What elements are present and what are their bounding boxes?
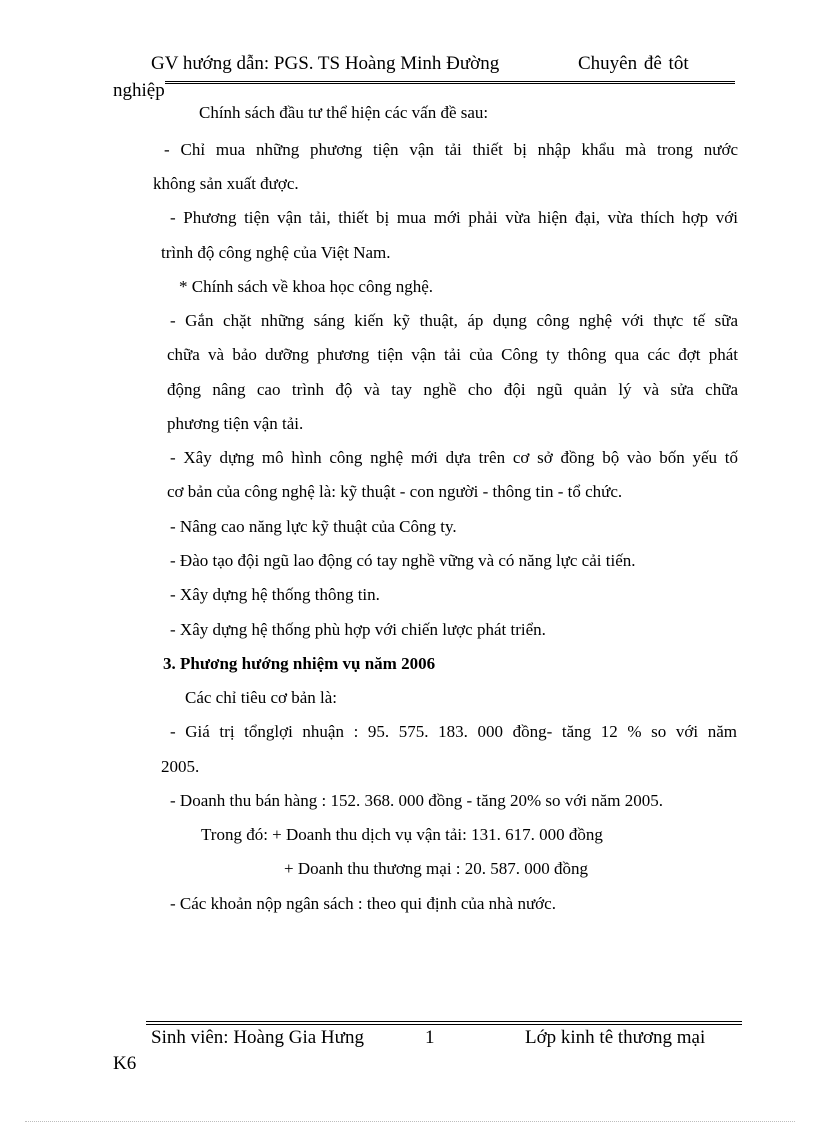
paragraph-line: - Giá trị tổnglợi nhuận : 95. 575. 183. 000 đồng- tăng 12 % so với năm	[170, 722, 737, 741]
header-rule	[165, 81, 735, 84]
paragraph-line: không sản xuất được.	[153, 174, 299, 193]
footer-student: Sinh viên: Hoàng Gia Hưng	[151, 1027, 364, 1048]
footer-class-wrap: K6	[113, 1053, 137, 1074]
section-heading: 3. Phương hướng nhiệm vụ năm 2006	[163, 654, 436, 673]
page-edge-dotted-line	[25, 1121, 795, 1122]
paragraph-line: + Doanh thu thương mại : 20. 587. 000 đồng	[284, 859, 589, 878]
paragraph-line: - Xây dựng mô hình công nghệ mới dựa trên cơ sở đồng bộ vào bốn yếu tố	[170, 448, 738, 467]
footer-rule	[146, 1021, 742, 1025]
paragraph-line: phương tiện vận tải.	[167, 414, 304, 433]
header-advisor: GV hướng dẫn: PGS. TS Hoàng Minh Đường	[151, 53, 500, 74]
paragraph-line: - Xây dựng hệ thống phù hợp với chiến lược phát triển.	[170, 620, 546, 639]
paragraph-line: cơ bản của công nghệ là: kỹ thuật - con người - thông tin - tổ chức.	[167, 482, 623, 501]
paragraph-line: chữa và bảo dưỡng phương tiện vận tải của Công ty thông qua các đợt phát	[167, 345, 738, 364]
paragraph-line: - Gắn chặt những sáng kiến kỹ thuật, áp dụng công nghệ với thực tế sữa	[170, 311, 738, 330]
paragraph-line: - Đào tạo đội ngũ lao động có tay nghề vững và có năng lực cải tiến.	[170, 551, 636, 570]
header-title-wrap: nghiệp	[113, 80, 165, 101]
paragraph-line: trình độ công nghệ của Việt Nam.	[161, 243, 391, 262]
paragraph-line: - Các khoản nộp ngân sách : theo qui định của nhà nước.	[170, 894, 556, 913]
section-subheading: * Chính sách về khoa học công nghệ.	[179, 277, 433, 296]
paragraph-line: Chính sách đầu tư thể hiện các vấn đề sau:	[199, 103, 489, 122]
header-title: Chuyên đê tôt	[578, 53, 689, 74]
page-number: 1	[425, 1027, 435, 1048]
paragraph-line: - Phương tiện vận tải, thiết bị mua mới phải vừa hiện đại, vừa thích hợp với	[170, 208, 738, 227]
paragraph-line: - Xây dựng hệ thống thông tin.	[170, 585, 380, 604]
paragraph-line: - Chỉ mua những phương tiện vận tải thiết bị nhập khẩu mà trong nước	[164, 140, 738, 159]
paragraph-line: Các chỉ tiêu cơ bản là:	[185, 688, 338, 707]
paragraph-line: - Nâng cao năng lực kỹ thuật của Công ty.	[170, 517, 457, 536]
paragraph-line: - Doanh thu bán hàng : 152. 368. 000 đồng - tăng 20% so với năm 2005.	[170, 791, 663, 810]
paragraph-line: động nâng cao trình độ và tay nghề cho đội ngũ quản lý và sửa chữa	[167, 380, 738, 399]
paragraph-line: Trong đó: + Doanh thu dịch vụ vận tải: 131. 617. 000 đồng	[201, 825, 603, 844]
footer-class: Lớp kinh tê thương mại	[525, 1027, 706, 1048]
paragraph-line: 2005.	[161, 757, 200, 776]
